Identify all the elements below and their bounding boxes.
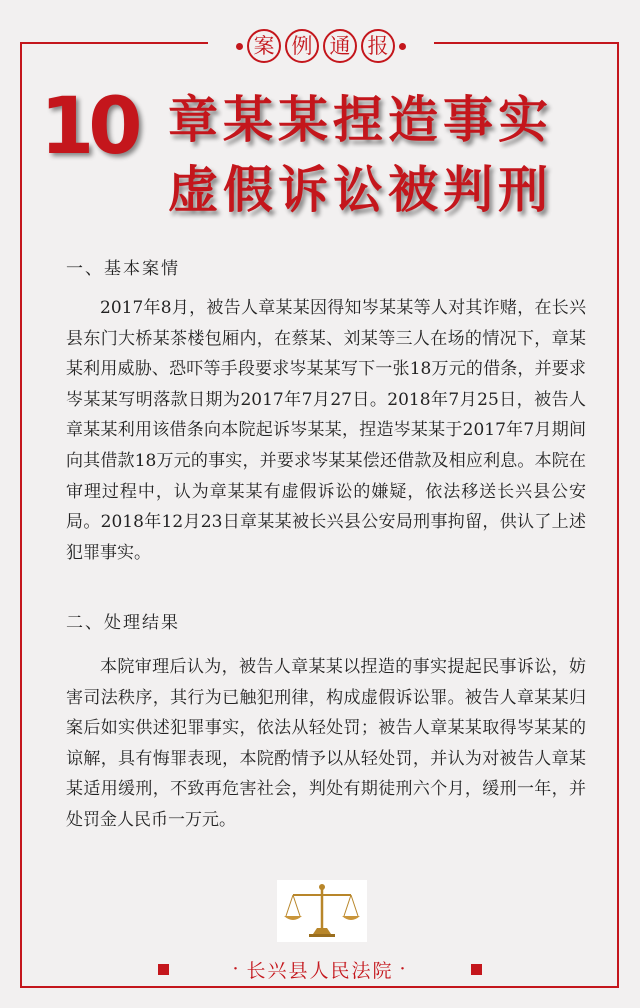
footer-right-square <box>471 964 482 975</box>
title-line-2: 虚假诉讼被判刑 <box>168 160 553 219</box>
tag-right-dot <box>399 43 406 50</box>
section-heading-basic-facts: 一、基本案情 <box>66 259 180 279</box>
scales-icon <box>277 880 367 942</box>
section-heading-result: 二、处理结果 <box>66 613 180 633</box>
title-line-1: 章某某捏造事实 <box>168 90 553 149</box>
basic-facts-paragraph: 2017年8月，被告人章某某因得知岑某某等人对其诈赌，在长兴县东门大桥某茶楼包厢内，在蔡某、刘某等三人在场的情况下，章某某利用威胁、恐吓等手段要求岑某某写下一张18万元的借条，并要求岑某某写明落款日期为2017年7月27日。2018年7月25日，被告人章某某利用该借条向本院起诉岑某某，捏造岑某某于2017年7月期间向其借款18万元的事实，并要求岑某某偿还借款及相应利息。本院在审理过程中，认为章某某有虚假诉讼的嫌疑，依法移送长兴县公安局。2018年12月23日章某某被长兴县公安局刑事拘留，供认了上述犯罪事实。 <box>66 298 586 563</box>
justice-scales-image <box>277 880 367 942</box>
result-paragraph: 本院审理后认为，被告人章某某以捏造的事实提起民事诉讼，妨害司法秩序，其行为已触犯刑律，构成虚假诉讼罪。被告人章某某归案后如实供述犯罪事实，依法从轻处罚；被告人章某某取得岑某某的谅解，具有悔罪表现，本院酌情予以从轻处罚，并认为对被告人章某某适用缓刑，不致再危害社会，判处有期徒刑六个月，缓刑一年，并处罚金人民币一万元。 <box>66 657 586 830</box>
tag-char: 通 <box>323 29 357 63</box>
case-number: 10 <box>40 82 137 172</box>
footer-dot: · <box>399 958 408 980</box>
tag-char: 例 <box>285 29 319 63</box>
tag-char: 报 <box>361 29 395 63</box>
footer-dot: · <box>232 958 241 980</box>
tag-char: 案 <box>247 29 281 63</box>
court-name: 长兴县人民法院 <box>246 959 394 982</box>
court-footer <box>150 952 490 986</box>
footer-left-square <box>158 964 169 975</box>
tag-left-dot <box>236 43 243 50</box>
report-tag <box>208 28 434 64</box>
